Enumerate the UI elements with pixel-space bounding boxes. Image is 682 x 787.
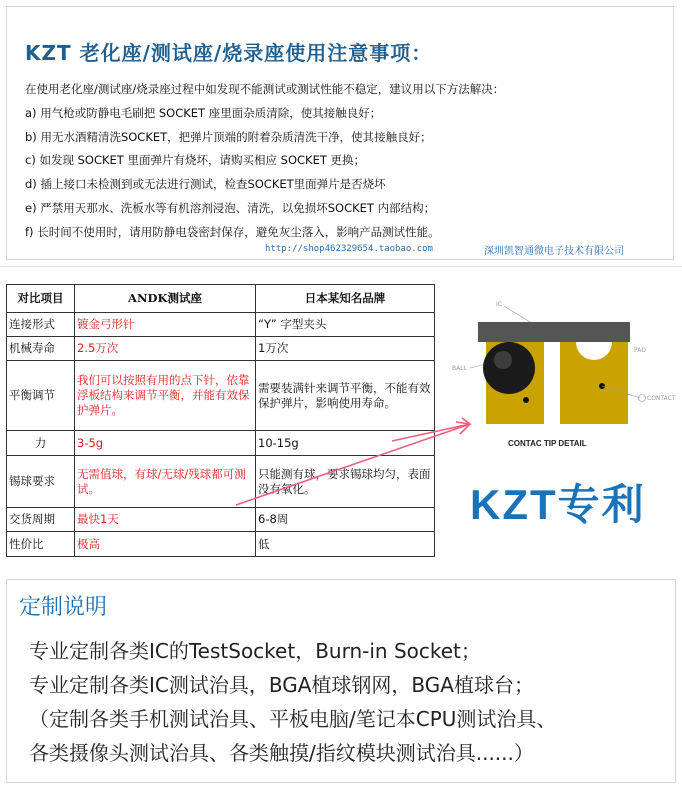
row-ours: 3-5g (75, 431, 256, 456)
company-name: 深圳凯智通微电子技术有限公司 (484, 246, 624, 257)
notice-item: b) 用无水酒精清洗SOCKET，把弹片顶端的附着杂质清洗干净，使其接触良好； (25, 129, 432, 144)
shop-url-link[interactable]: http://shop462329654.taobao.com (265, 244, 433, 254)
custom-line: 专业定制各类IC测试治具，BGA植球钢网，BGA植球台； (29, 673, 534, 697)
row-item: 锡球要求 (7, 456, 75, 508)
table-row (7, 337, 435, 361)
row-theirs: 只能测有球，要求锡球均匀，表面没有氧化。 (256, 456, 435, 508)
custom-line: 各类摄像头测试治具、各类触摸/指纹模块测试治具......） (29, 741, 534, 765)
row-item: 连接形式 (7, 313, 75, 337)
header-item: 对比项目 (7, 285, 75, 313)
notice-item: f) 长时间不使用时，请用防静电袋密封保存，避免灰尘落入，影响产品测试性能。 (25, 224, 440, 239)
table-row (7, 456, 435, 508)
custom-list (29, 634, 556, 770)
usage-notice-panel (6, 6, 674, 260)
label-ic: IC (496, 301, 502, 308)
kzt-patent-label: KZT专利 (470, 481, 646, 528)
label-pad: PAD (634, 347, 646, 354)
header-competitor: 日本某知名品牌 (256, 285, 435, 313)
comparison-table (6, 284, 435, 557)
row-ours: 最快1天 (75, 508, 256, 532)
header-andk: ANDK测试座 (75, 285, 256, 313)
notice-list (25, 78, 504, 245)
notice-item: e) 严禁用天那水、洗板水等有机溶剂浸泡、清洗，以免损坏SOCKET 内部结构； (25, 200, 436, 215)
row-ours: 镀金弓形针 (75, 313, 256, 337)
table-row (7, 532, 435, 557)
notice-title: KZT 老化座/测试座/烧录座使用注意事项： (25, 41, 433, 65)
solder-ball-icon (483, 342, 535, 394)
row-ours: 我们可以按照有用的点下针，依靠浮板结构来调节平衡，并能有效保护弹片。 (75, 361, 256, 431)
table-row (7, 361, 435, 431)
row-theirs: 6-8周 (256, 508, 435, 532)
row-theirs: “Y” 字型夹头 (256, 313, 435, 337)
row-item: 平衡调节 (7, 361, 75, 431)
notice-item: d) 插上接口未检测到或无法进行测试，检查SOCKET里面弹片是否烧坏 (25, 177, 386, 192)
ic-body (478, 322, 630, 342)
row-ours: 2.5万次 (75, 337, 256, 361)
row-theirs: 需要装满针来调节平衡，不能有效保护弹片，影响使用寿命。 (256, 361, 435, 431)
notice-intro: 在使用老化座/测试座/烧录座过程中如发现不能测试或测试性能不稳定，建议用以下方法解决： (25, 82, 505, 96)
label-contact: CONTACT (647, 395, 676, 402)
row-item: 机械寿命 (7, 337, 75, 361)
row-theirs: 10-15g (256, 431, 435, 456)
table-header-row (7, 285, 435, 313)
notice-item: c) 如发现 SOCKET 里面弹片有烧坏，请购买相应 SOCKET 更换； (25, 153, 366, 168)
contact-tip-diagram (452, 296, 678, 464)
table-row (7, 431, 435, 456)
customization-panel (6, 579, 676, 783)
custom-line: 专业定制各类IC的TestSocket，Burn-in Socket； (29, 639, 481, 663)
table-row (7, 313, 435, 337)
row-item: 性价比 (7, 532, 75, 557)
row-theirs: 低 (256, 532, 435, 557)
row-ours: 无需值球，有球/无球/残球都可测试。 (75, 456, 256, 508)
row-item: 交货周期 (7, 508, 75, 532)
table-row (7, 508, 435, 532)
notice-item: a) 用气枪或防静电毛刷把 SOCKET 座里面杂质清除，使其接触良好； (25, 105, 382, 120)
label-ball: BALL (452, 365, 467, 372)
row-theirs: 1万次 (256, 337, 435, 361)
row-ours: 极高 (75, 532, 256, 557)
row-item: 力 (7, 431, 75, 456)
custom-title: 定制说明 (19, 595, 108, 620)
custom-line: （定制各类手机测试治具、平板电脑/笔记本CPU测试治具、 (29, 707, 557, 731)
diagram-caption: CONTAC TIP DETAIL (508, 439, 587, 448)
